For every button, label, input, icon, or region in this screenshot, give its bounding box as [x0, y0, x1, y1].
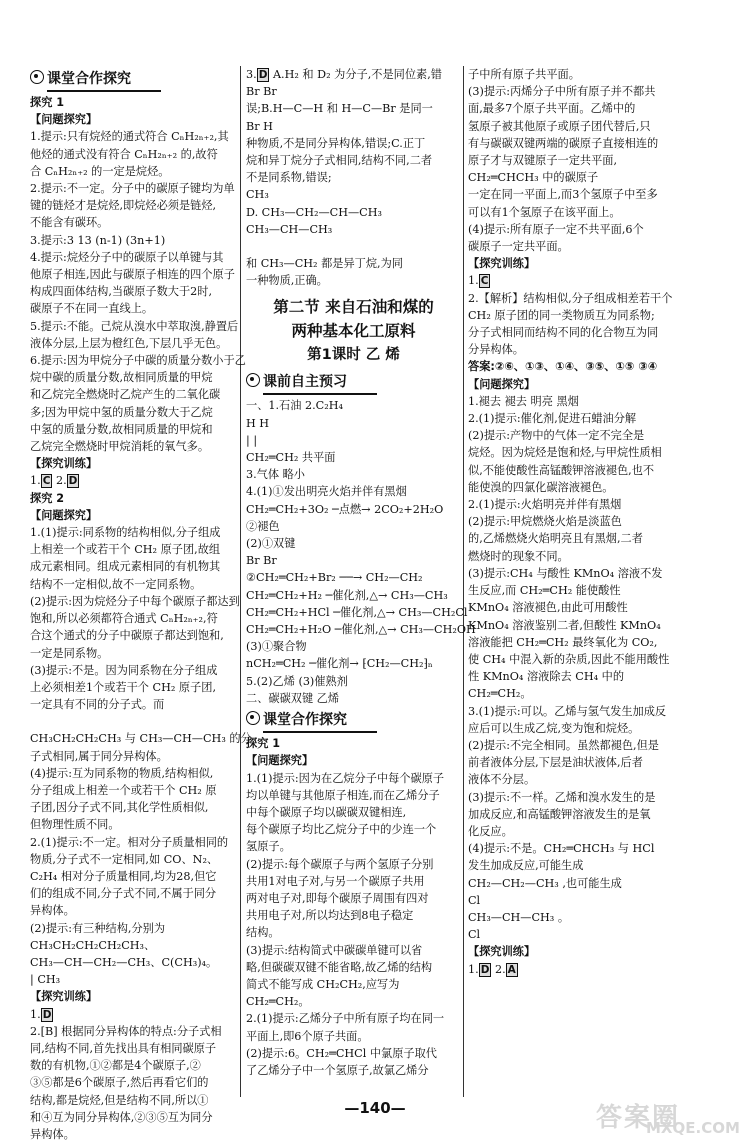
section-heading-text: 课堂合作探究: [47, 68, 161, 92]
text-line: CH₂═CH₂+H₂O ─催化剂,△→ CH₃—CH₂OH: [246, 623, 476, 637]
text-line: 似,不能使酸性高锰酸钾溶液褪色,也不: [468, 463, 655, 477]
text-line: 3.提示:3 13 (n-1) (3n+1): [30, 233, 166, 247]
text-line: 一种物质,正确。: [246, 274, 328, 288]
text-line: CH₃: [246, 188, 269, 202]
text-line: (3)提示:CH₄ 与酸性 KMnO₄ 溶液不发: [468, 566, 663, 580]
section-heading: [246, 371, 461, 395]
text-line: 液体分层,上层为橙红色,下层几乎无色。: [30, 336, 228, 350]
text-line: 5.提示:不能。己烷从溴水中萃取溴,静置后: [30, 319, 239, 333]
chapter-title-line2: 两种基本化工原料: [291, 322, 416, 341]
text-line: (3)提示:丙烯分子中所有原子并不都共: [468, 85, 656, 99]
text-line: 4.(1)①发出明亮火焰并伴有黑烟: [246, 485, 407, 499]
text-line: 分子组成上相差一个或若干个 CH₂ 原: [30, 783, 217, 797]
text-line: 二、碳碳双键 乙烯: [246, 691, 340, 705]
text-line: 碳原子一定共平面。: [468, 240, 569, 254]
text-line: [246, 238, 461, 255]
text-line: CH₃CH₂CH₂CH₃ 与 CH₃—CH—CH₃ 的分: [30, 732, 252, 746]
text-line: 生反应,而 CH₂═CH₂ 能使酸性: [468, 584, 621, 598]
bulb-icon: [30, 70, 44, 84]
text-line: CH₂ 原子团的同一类物质互为同系物;: [468, 308, 655, 322]
text-line: CH₃—CH—CH₃ 。: [468, 910, 570, 924]
text-line: CH₃CH₂CH₂CH₂CH₃、: [30, 938, 156, 952]
text-line: 分异构体。: [468, 343, 524, 357]
text-line: 化反应。: [468, 824, 513, 838]
text-line: 结构。: [246, 926, 280, 940]
subheading: 探究 1: [246, 737, 281, 751]
text-line: (3)提示:不一样。乙烯和溴水发生的是: [468, 790, 656, 804]
text-line: ③⑤都是6个碳原子,然后再看它们的: [30, 1076, 209, 1090]
text-line: 不是同系物,错误;: [246, 171, 332, 185]
text-line: (3)①聚合物: [246, 640, 307, 654]
watermark-text: 答案圈: [596, 1103, 681, 1133]
text-line: Cl: [468, 928, 481, 942]
text-line: 3.(1)提示:可以。乙烯与氢气发生加成反: [468, 704, 667, 718]
text-line: 发生加成反应,可能生成: [468, 859, 584, 873]
text-line: 饱和,所以必须都符合通式 CₙH₂ₙ₊₂,符: [30, 612, 218, 626]
text-line: 共用电子对,所以均达到8电子稳定: [246, 909, 414, 923]
text-line: CH₂═CH₂。: [468, 687, 532, 701]
text-line: 2.(1)提示:不一定。相对分子质量相同的: [30, 835, 229, 849]
text-line: 构成四面体结构,当碳原子数大于2时,: [30, 285, 213, 299]
text-line: 2.(1)提示:乙烯分子中所有原子均在同一: [246, 1012, 445, 1026]
text-line: 子中所有原子共平面。: [468, 68, 580, 81]
text-line: 面,最多7个原子共平面。乙烯中的: [468, 102, 636, 116]
text-line: 两对电子对,即每个碳原子周围有四对: [246, 891, 429, 905]
text-line: 异构体。: [30, 904, 75, 918]
answer-line: [30, 1006, 235, 1023]
text-line: KMnO₄ 溶液褪色,由此可用酸性: [468, 601, 628, 615]
text-line: 异构体。: [30, 1127, 75, 1141]
text-line: [30, 713, 235, 730]
chapter-heading: [246, 295, 461, 367]
text-line: (2)提示:甲烷燃烧火焰是淡蓝色: [468, 515, 622, 529]
text-line: (2)提示:因为烷烃分子中每个碳原子都达到: [30, 594, 240, 608]
text-line: 一定在同一平面上,而3个氢原子中至多: [468, 188, 658, 202]
text-line: 使 CH₄ 中混入新的杂质,因此不能用酸性: [468, 652, 670, 666]
text-line: 有与碳碳双键两端的碳原子直接相连的: [468, 136, 659, 150]
text-line: 氢原子被其他原子或原子团代替后,只: [468, 119, 651, 133]
text-line: 成元素相同。组成元素相同的有机物其: [30, 560, 221, 574]
text-line: 上相差一个或若干个 CH₂ 原子团,故组: [30, 543, 221, 557]
text-line: 结构,都是烷烃,但是结构不同,所以①: [30, 1093, 209, 1107]
text-line: 们的组成不同,分子式不同,不属于同分: [30, 887, 217, 901]
text-line: 种物质,不是同分异构体,错误;C.正丁: [246, 136, 426, 150]
text-line: 燃烧时的现象不同。: [468, 549, 569, 563]
subheading: 【探究训练】: [468, 257, 536, 271]
text-line: 烷烃。因为烷烃是饱和烃,与甲烷性质相: [468, 446, 662, 460]
text-line: 2.[B] 根据同分异构体的特点:分子式相: [30, 1024, 222, 1038]
watermark-url: MXQE.COM: [646, 1119, 740, 1137]
text-line: H H: [246, 416, 270, 430]
column-3: [468, 66, 720, 1095]
text-line: 1.(1)提示:因为在乙烷分子中每个碳原子: [246, 771, 445, 785]
text-line: 1.(1)提示:同系物的结构相似,分子组成: [30, 526, 221, 540]
answer-text: 1. C: [468, 274, 489, 288]
answer-text: 1. C 2. D: [30, 474, 78, 488]
section-heading-text: 课堂合作探究: [263, 709, 377, 733]
text-line: 3.气体 略小: [246, 468, 305, 482]
column-divider-1: [240, 66, 241, 1097]
text-line: D. CH₃—CH₂—CH—CH₃: [246, 205, 382, 219]
column-2-bottom: [246, 371, 476, 1079]
text-line: 子式相同,属于同分异构体。: [30, 749, 168, 763]
subheading: 【探究训练】: [468, 945, 536, 959]
column-divider-2: [463, 66, 464, 1097]
text-line: CH₂═CH₂+3O₂ ─点燃→ 2CO₂+2H₂O: [246, 502, 444, 516]
text-line: 一定是同系物。: [30, 646, 109, 660]
text-line: 加成反应,和高锰酸钾溶液发生的是氧: [468, 807, 651, 821]
text-line: 碳原子不在同一直线上。: [30, 302, 154, 316]
text-line: 烷中碳的质量分数,故相同质量的甲烷: [30, 371, 213, 385]
text-line: (4)提示:互为同系物的物质,结构相似,: [30, 766, 214, 780]
text-line: 子团,因分子式不同,其化学性质相似,: [30, 801, 209, 815]
answer-text: 3. D A.H₂ 和 D₂ 为分子,不是同位素,错: [246, 68, 442, 81]
subheading: 探究 2: [30, 491, 65, 505]
text-line: (3)提示:不是。因为同系物在分子组成: [30, 663, 218, 677]
text-line: 略,但碳碳双键不能省略,故乙烯的结构: [246, 960, 433, 974]
section-heading-text: 课前自主预习: [263, 371, 377, 395]
text-line: 1.褪去 褪去 明亮 黑烟: [468, 394, 579, 408]
text-line: 前者液体分层,下层是油状液体,后者: [468, 756, 643, 770]
text-line: 结构不一定相似,故不一定同系物。: [30, 577, 202, 591]
text-line: | |: [246, 433, 258, 447]
bulb-icon: [246, 373, 260, 387]
answer-box: C: [42, 475, 51, 488]
section-heading: [246, 709, 461, 733]
text-line: 上必须相差1个或若干个 CH₂ 原子团,: [30, 680, 217, 694]
text-line: 和 CH₃—CH₂ 都是异丁烷,为同: [246, 257, 403, 271]
text-line: 性 KMnO₄ 溶液除去 CH₄ 中的: [468, 670, 625, 684]
text-line: 键的链烃才是烷烃,即烷烃必须是链烃,: [30, 199, 217, 213]
text-line: 氢原子。: [246, 840, 291, 854]
text-line: 5.(2)乙烯 (3)催熟剂: [246, 674, 348, 688]
text-line: 1.提示:只有烷烃的通式符合 CₙH₂ₙ₊₂,其: [30, 130, 229, 144]
text-line: 简式不能写成 CH₂CH₂,应写为: [246, 977, 400, 991]
text-line: nCH₂═CH₂ ─催化剂→ ⁅CH₂—CH₂⁆ₙ: [246, 657, 433, 671]
text-line: 同,结构不同,首先找出具有相同碳原子: [30, 1041, 217, 1055]
text-line: 的,乙烯燃烧火焰明亮且有黑烟,二者: [468, 532, 643, 546]
text-line: CH₂═CH₂+H₂ ─催化剂,△→ CH₃—CH₃: [246, 588, 448, 602]
text-line: CH₂═CH₂+HCl ─催化剂,△→ CH₃—CH₂Cl: [246, 605, 468, 619]
answer-text: 1. D 2. A: [468, 962, 516, 976]
section-heading: [30, 68, 235, 92]
watermark-logo: [586, 1099, 740, 1139]
text-line: 他原子相连,因此与碳原子相连的四个原子: [30, 268, 235, 282]
text-line: Br H: [246, 119, 273, 133]
text-line: 一定具有不同的分子式。而: [30, 698, 165, 712]
text-line: CH₃—CH—CH₃: [246, 222, 333, 236]
text-line: (2)①双键: [246, 537, 296, 551]
text-line: C₂H₄ 相对分子质量相同,均为28,但它: [30, 869, 217, 883]
text-line: (3)提示:结构简式中碳碳单键可以省: [246, 943, 423, 957]
text-line: 中每个碳原子均以碳碳双键相连,: [246, 805, 407, 819]
text-line: CH₃—CH—CH₂—CH₃、C(CH₃)₄。: [30, 955, 218, 969]
text-line: 2.【解析】结构相似,分子组成相差若干个: [468, 291, 673, 305]
text-line: Br Br: [246, 85, 277, 99]
text-line: (2)提示:产物中的气体一定不完全是: [468, 429, 645, 443]
chapter-title-line1: 第二节 来自石油和煤的: [273, 298, 434, 317]
subheading: 【探究训练】: [30, 457, 98, 471]
text-line: 他烃的通式没有符合 CₙH₂ₙ₊₂ 的,故符: [30, 147, 218, 161]
answer-text: 1. D: [30, 1007, 52, 1021]
bulb-icon: [246, 711, 260, 725]
text-line: 不能含有碳环。: [30, 216, 109, 230]
text-line: Br Br: [246, 554, 277, 568]
column-2: [246, 66, 476, 1095]
text-line: 2.(1)提示:火焰明亮并伴有黑烟: [468, 498, 622, 512]
text-line: 共用1对电子对,与另一个碳原子共用: [246, 874, 425, 888]
answer-box: D: [42, 1008, 52, 1021]
text-line: 6.提示:因为甲烷分子中碳的质量分数小于乙: [30, 354, 246, 368]
text-line: 合 CₙH₂ₙ₊₂ 的一定是烷烃。: [30, 164, 170, 178]
text-line: 应后可以生成乙烷,变为饱和烷烃。: [468, 721, 640, 735]
answer-line: [246, 66, 461, 83]
text-line: Cl: [468, 893, 481, 907]
text-line: 和乙烷完全燃烧时乙烷产生的二氧化碳: [30, 388, 221, 402]
subheading: 【问题探究】: [30, 113, 98, 127]
answer-box: D: [480, 963, 490, 976]
text-line: 液体不分层。: [468, 773, 536, 787]
text-line: 数的有机物,①②都是4个碳原子,②: [30, 1059, 201, 1073]
answer-line: [30, 472, 235, 489]
subheading: 【问题探究】: [30, 508, 98, 522]
text-line: ②CH₂═CH₂+Br₂ ──→ CH₂—CH₂: [246, 571, 423, 585]
subheading: 答案:②⑥、①③、①④、③⑤、①⑤ ③④: [468, 360, 658, 374]
column-1: [30, 66, 252, 1141]
text-line: (4)提示:不是。CH₂═CHCH₃ 与 HCl: [468, 842, 655, 856]
text-line: 4.提示:烷烃分子中的碳原子以单键与其: [30, 250, 224, 264]
text-line: 溶液能把 CH₂═CH₂ 最终氧化为 CO₂,: [468, 635, 658, 649]
text-line: 2.提示:不一定。分子中的碳原子键均为单: [30, 182, 235, 196]
text-line: 多;因为甲烷中氢的质量分数大于乙烷: [30, 405, 213, 419]
subheading: 【问题探究】: [246, 754, 314, 768]
subheading: 【探究训练】: [30, 990, 98, 1004]
text-line: 2.(1)提示:催化剂,促进石蜡油分解: [468, 412, 637, 426]
text-line: 但物理性质不同。: [30, 818, 120, 832]
text-line: 能使溴的四氯化碳溶液褪色。: [468, 480, 614, 494]
answer-box: D: [258, 69, 268, 81]
text-line: 分子式相同而结构不同的化合物互为同: [468, 326, 659, 340]
text-line: 误;B.H—C—H 和 H—C—Br 是同一: [246, 102, 433, 116]
text-line: 原子才与双键原子一定共平面,: [468, 154, 617, 168]
text-line: (4)提示:所有原子一定不共平面,6个: [468, 222, 644, 236]
text-line: (2)提示:每个碳原子与两个氢原子分别: [246, 857, 434, 871]
text-line: 一、1.石油 2.C₂H₄: [246, 399, 343, 413]
answer-line: [468, 272, 720, 289]
text-line: 每个碳原子均比乙烷分子中的少连一个: [246, 823, 437, 837]
text-line: 中氢的质量分数,故相同质量的甲烷和: [30, 422, 213, 436]
subheading: 探究 1: [30, 96, 65, 109]
text-line: 均以单键与其他原子相连,而在乙烯分子: [246, 788, 440, 802]
text-line: CH₂—CH₂—CH₃ ,也可能生成: [468, 876, 622, 890]
text-line: CH₂═CH₂ 共平面: [246, 451, 336, 465]
text-line: 物质,分子式不一定相同,如 CO、N₂、: [30, 852, 219, 866]
answer-box: D: [68, 475, 78, 488]
subheading: 【问题探究】: [468, 377, 536, 391]
text-line: 合这个通式的分子中碳原子都达到饱和,: [30, 629, 224, 643]
text-line: 烷和异丁烷分子式相同,结构不同,二者: [246, 154, 433, 168]
text-line: (2)提示:6。CH₂═CHCl 中氯原子取代: [246, 1046, 437, 1060]
text-line: 乙烷完全燃烧时甲烷消耗的氧气多。: [30, 440, 210, 454]
page-number: —140—: [344, 1099, 406, 1117]
text-line: 可以有1个氢原子在该平面上。: [468, 205, 621, 219]
answer-box: A: [507, 963, 516, 976]
lesson-title: 第1课时 乙 烯: [307, 347, 400, 364]
text-line: 和④互为同分异构体,②③⑤互为同分: [30, 1110, 213, 1124]
text-line: CH₂═CH₂。: [246, 995, 310, 1009]
text-line: ②褪色: [246, 519, 280, 533]
answer-line: [468, 961, 720, 978]
answer-box: C: [480, 275, 489, 288]
text-line: (2)提示:有三种结构,分别为: [30, 921, 166, 935]
text-line: (2)提示:不完全相同。虽然都褪色,但是: [468, 738, 659, 752]
text-line: | CH₃: [30, 973, 61, 987]
text-line: KMnO₄ 溶液鉴别二者,但酸性 KMnO₄: [468, 618, 661, 632]
text-line: 平面上,即6个原子共面。: [246, 1029, 369, 1043]
column-2-top: [246, 66, 461, 289]
text-line: 了乙烯分子中一个氢原子,故氯乙烯分: [246, 1063, 429, 1077]
text-line: CH₂═CHCH₃ 中的碳原子: [468, 171, 599, 185]
